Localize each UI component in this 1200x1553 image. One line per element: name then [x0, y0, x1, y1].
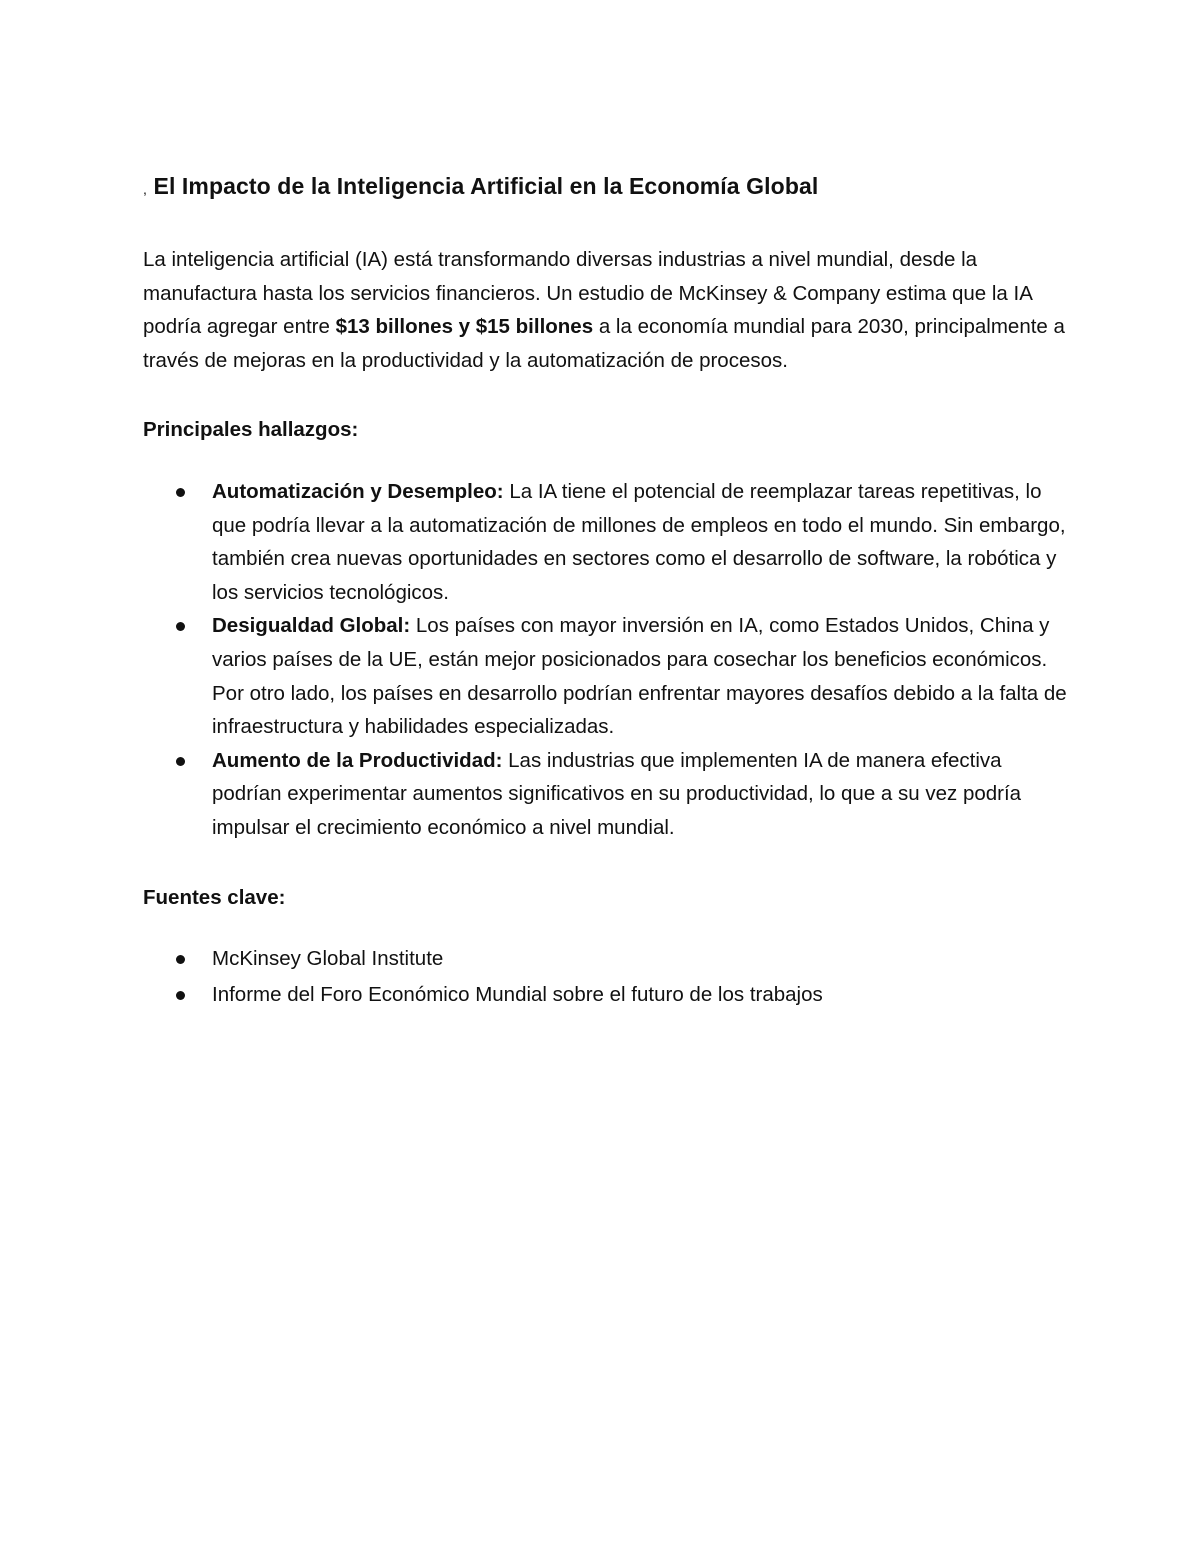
- bullet-icon: [176, 757, 185, 766]
- finding-item: [143, 744, 1073, 845]
- finding-label: Automatización y Desempleo:: [212, 479, 504, 503]
- source-item: [143, 942, 1073, 976]
- title-text: El Impacto de la Inteligencia Artificial en la Economía Global: [153, 173, 819, 199]
- document-page: [143, 170, 1073, 1011]
- intro-highlight: $13 billones y $15 billones: [335, 315, 594, 339]
- bullet-icon: [176, 622, 185, 631]
- title-marker: ,: [143, 181, 147, 197]
- finding-text: La IA tiene el potencial de reemplazar tareas repetitivas, lo que podría llevar a la automatización de millones de empleos en todo el mundo. Sin embargo, también crea nuevas oportunidades en sectores como el desarrollo de software, la robótica y los servicios tecnológicos.: [212, 479, 1066, 604]
- source-text: McKinsey Global Institute: [212, 947, 444, 971]
- bullet-icon: [176, 488, 185, 497]
- finding-item: [143, 475, 1073, 609]
- finding-text: Las industrias que implementen IA de manera efectiva podrían experimentar aumentos significativos en su productividad, lo que a su vez podría impulsar el crecimiento económico a nivel mundial.: [212, 748, 1022, 839]
- findings-list: [143, 475, 1073, 845]
- finding-label: Desigualdad Global:: [212, 614, 411, 638]
- sources-list: [143, 942, 1073, 1011]
- findings-heading: Principales hallazgos:: [143, 418, 359, 442]
- sources-heading: Fuentes clave:: [143, 885, 286, 909]
- source-text: Informe del Foro Económico Mundial sobre el futuro de los trabajos: [212, 982, 823, 1006]
- intro-text-start: La inteligencia artificial (IA) está transformando diversas industrias a nivel mundial, desde la manufactura hasta los servicios financieros. Un estudio de McKinsey & Company estima que la IA podría agregar entre: [143, 248, 1032, 339]
- source-item: [143, 978, 1073, 1012]
- intro-text-end: a la economía mundial para 2030, principalmente a través de mejoras en la productividad y la automatización de procesos.: [143, 315, 1065, 372]
- finding-item: [143, 609, 1073, 743]
- bullet-icon: [176, 991, 185, 1000]
- finding-text: Los países con mayor inversión en IA, como Estados Unidos, China y varios países de la UE, están mejor posicionados para cosechar los beneficios económicos. Por otro lado, los países en desarrollo podrían enfrentar mayores desafíos debido a la falta de infraestructura y habilidades especializadas.: [212, 614, 1067, 739]
- finding-label: Aumento de la Productividad:: [212, 748, 503, 772]
- document-title: [143, 170, 1073, 205]
- bullet-icon: [176, 955, 185, 964]
- intro-paragraph: [143, 243, 1073, 377]
